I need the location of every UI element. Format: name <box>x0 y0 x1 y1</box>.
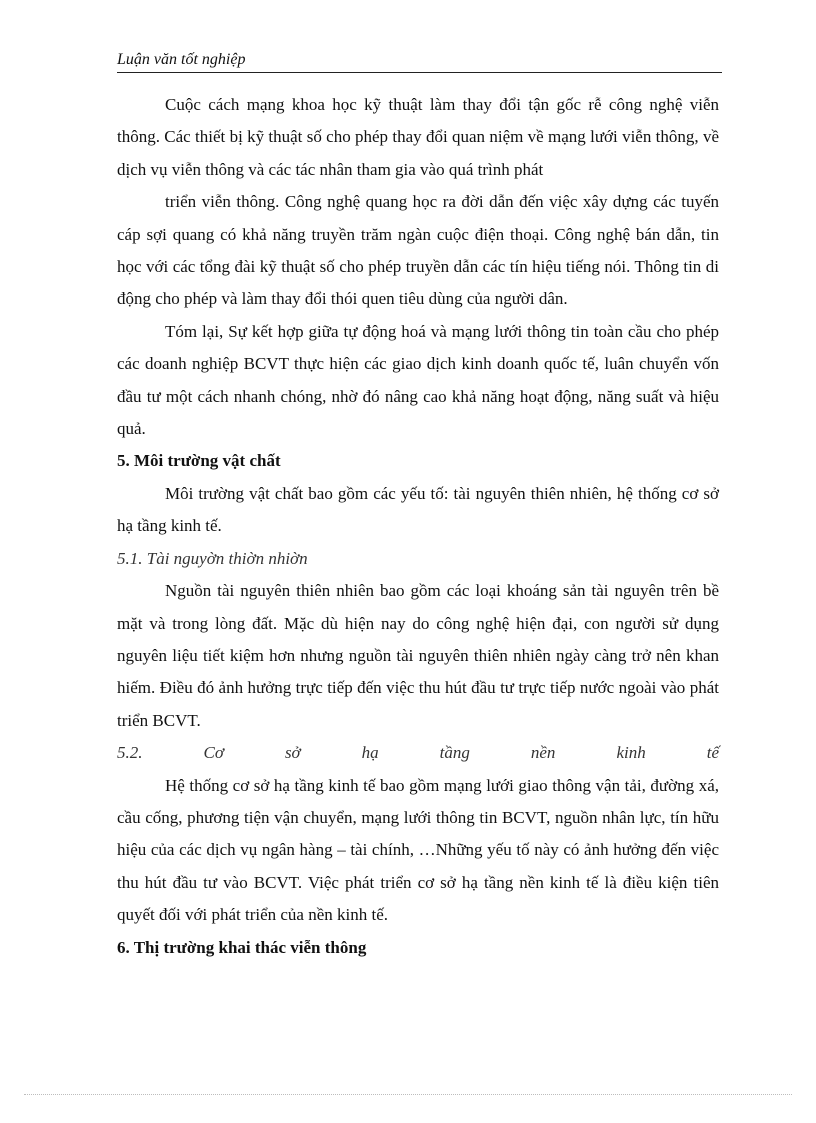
paragraph-tech-revolution: Cuộc cách mạng khoa học kỹ thuật làm thay đổi tận gốc rễ công nghệ viễn thông. Các thiết bị kỹ thuật số cho phép thay đổi quan niệm về mạng lưới viễn thông, về dịch vụ viễn thông và các tác nhân tham gia vào quá trình phát <box>117 95 719 179</box>
section-heading-5: 5. Môi trường vật chất <box>117 451 281 471</box>
footer-divider <box>24 1094 792 1095</box>
document-body <box>117 89 719 964</box>
paragraph-infrastructure: Hệ thống cơ sở hạ tầng kinh tế bao gồm mạng lưới giao thông vận tải, đường xá, cầu cống, phương tiện vận chuyển, mạng lưới thông tin BCVT, nguồn nhân lực, tín hữu hiệu của các dịch vụ ngân hàng – tài chính, …Những yếu tố này có ảnh hưởng đến việc thu hút đầu tư vào BCVT. Việc phát triển cơ sở hạ tầng nền kinh tế là điều kiện tiên quyết đối với phát triển của nền kinh tế. <box>117 775 719 925</box>
paragraph-physical-environment: Môi trường vật chất bao gồm các yếu tố: tài nguyên thiên nhiên, hệ thống cơ sở hạ tầng kinh tế. <box>117 483 719 536</box>
page-header: Luận văn tốt nghiệp <box>117 50 722 73</box>
paragraph-optical-tech: triển viễn thông. Công nghệ quang học ra đời dẫn đến việc xây dựng các tuyến cáp sợi quang có khả năng truyền trăm ngàn cuộc điện thoại. Công nghệ bán dẫn, tin học với các tổng đài kỹ thuật số cho phép truyền dẫn các tín hiệu tiếng nói. Thông tin di động cho phép và làm thay đổi thói quen tiêu dùng của người dân. <box>117 192 719 309</box>
subsection-heading-5-1: 5.1. Tài nguyờn thiờn nhiờn <box>117 548 308 568</box>
section-heading-6: 6. Thị trường khai thác viễn thông <box>117 937 367 957</box>
paragraph-natural-resources: Nguồn tài nguyên thiên nhiên bao gồm các loại khoáng sản tài nguyên trên bề mặt và trong lòng đất. Mặc dù hiện nay do công nghệ hiện đại, con người sử dụng nguyên liệu tiết kiệm hơn nhưng nguồn tài nguyên thiên nhiên ngày càng trở nên khan hiếm. Điều đó ảnh hưởng trực tiếp đến việc thu hút đầu tư trực tiếp nước ngoài vào phát triển BCVT. <box>117 581 719 730</box>
paragraph-summary: Tóm lại, Sự kết hợp giữa tự động hoá và mạng lưới thông tin toàn cầu cho phép các doanh nghiệp BCVT thực hiện các giao dịch kinh doanh quốc tế, luân chuyển vốn đầu tư một cách nhanh chóng, nhờ đó nâng cao khả năng hoạt động, năng suất và hiệu quả. <box>117 321 719 439</box>
subsection-heading-5-2: 5.2. Cơ sở hạ tầng nền kinh tế <box>117 743 719 763</box>
